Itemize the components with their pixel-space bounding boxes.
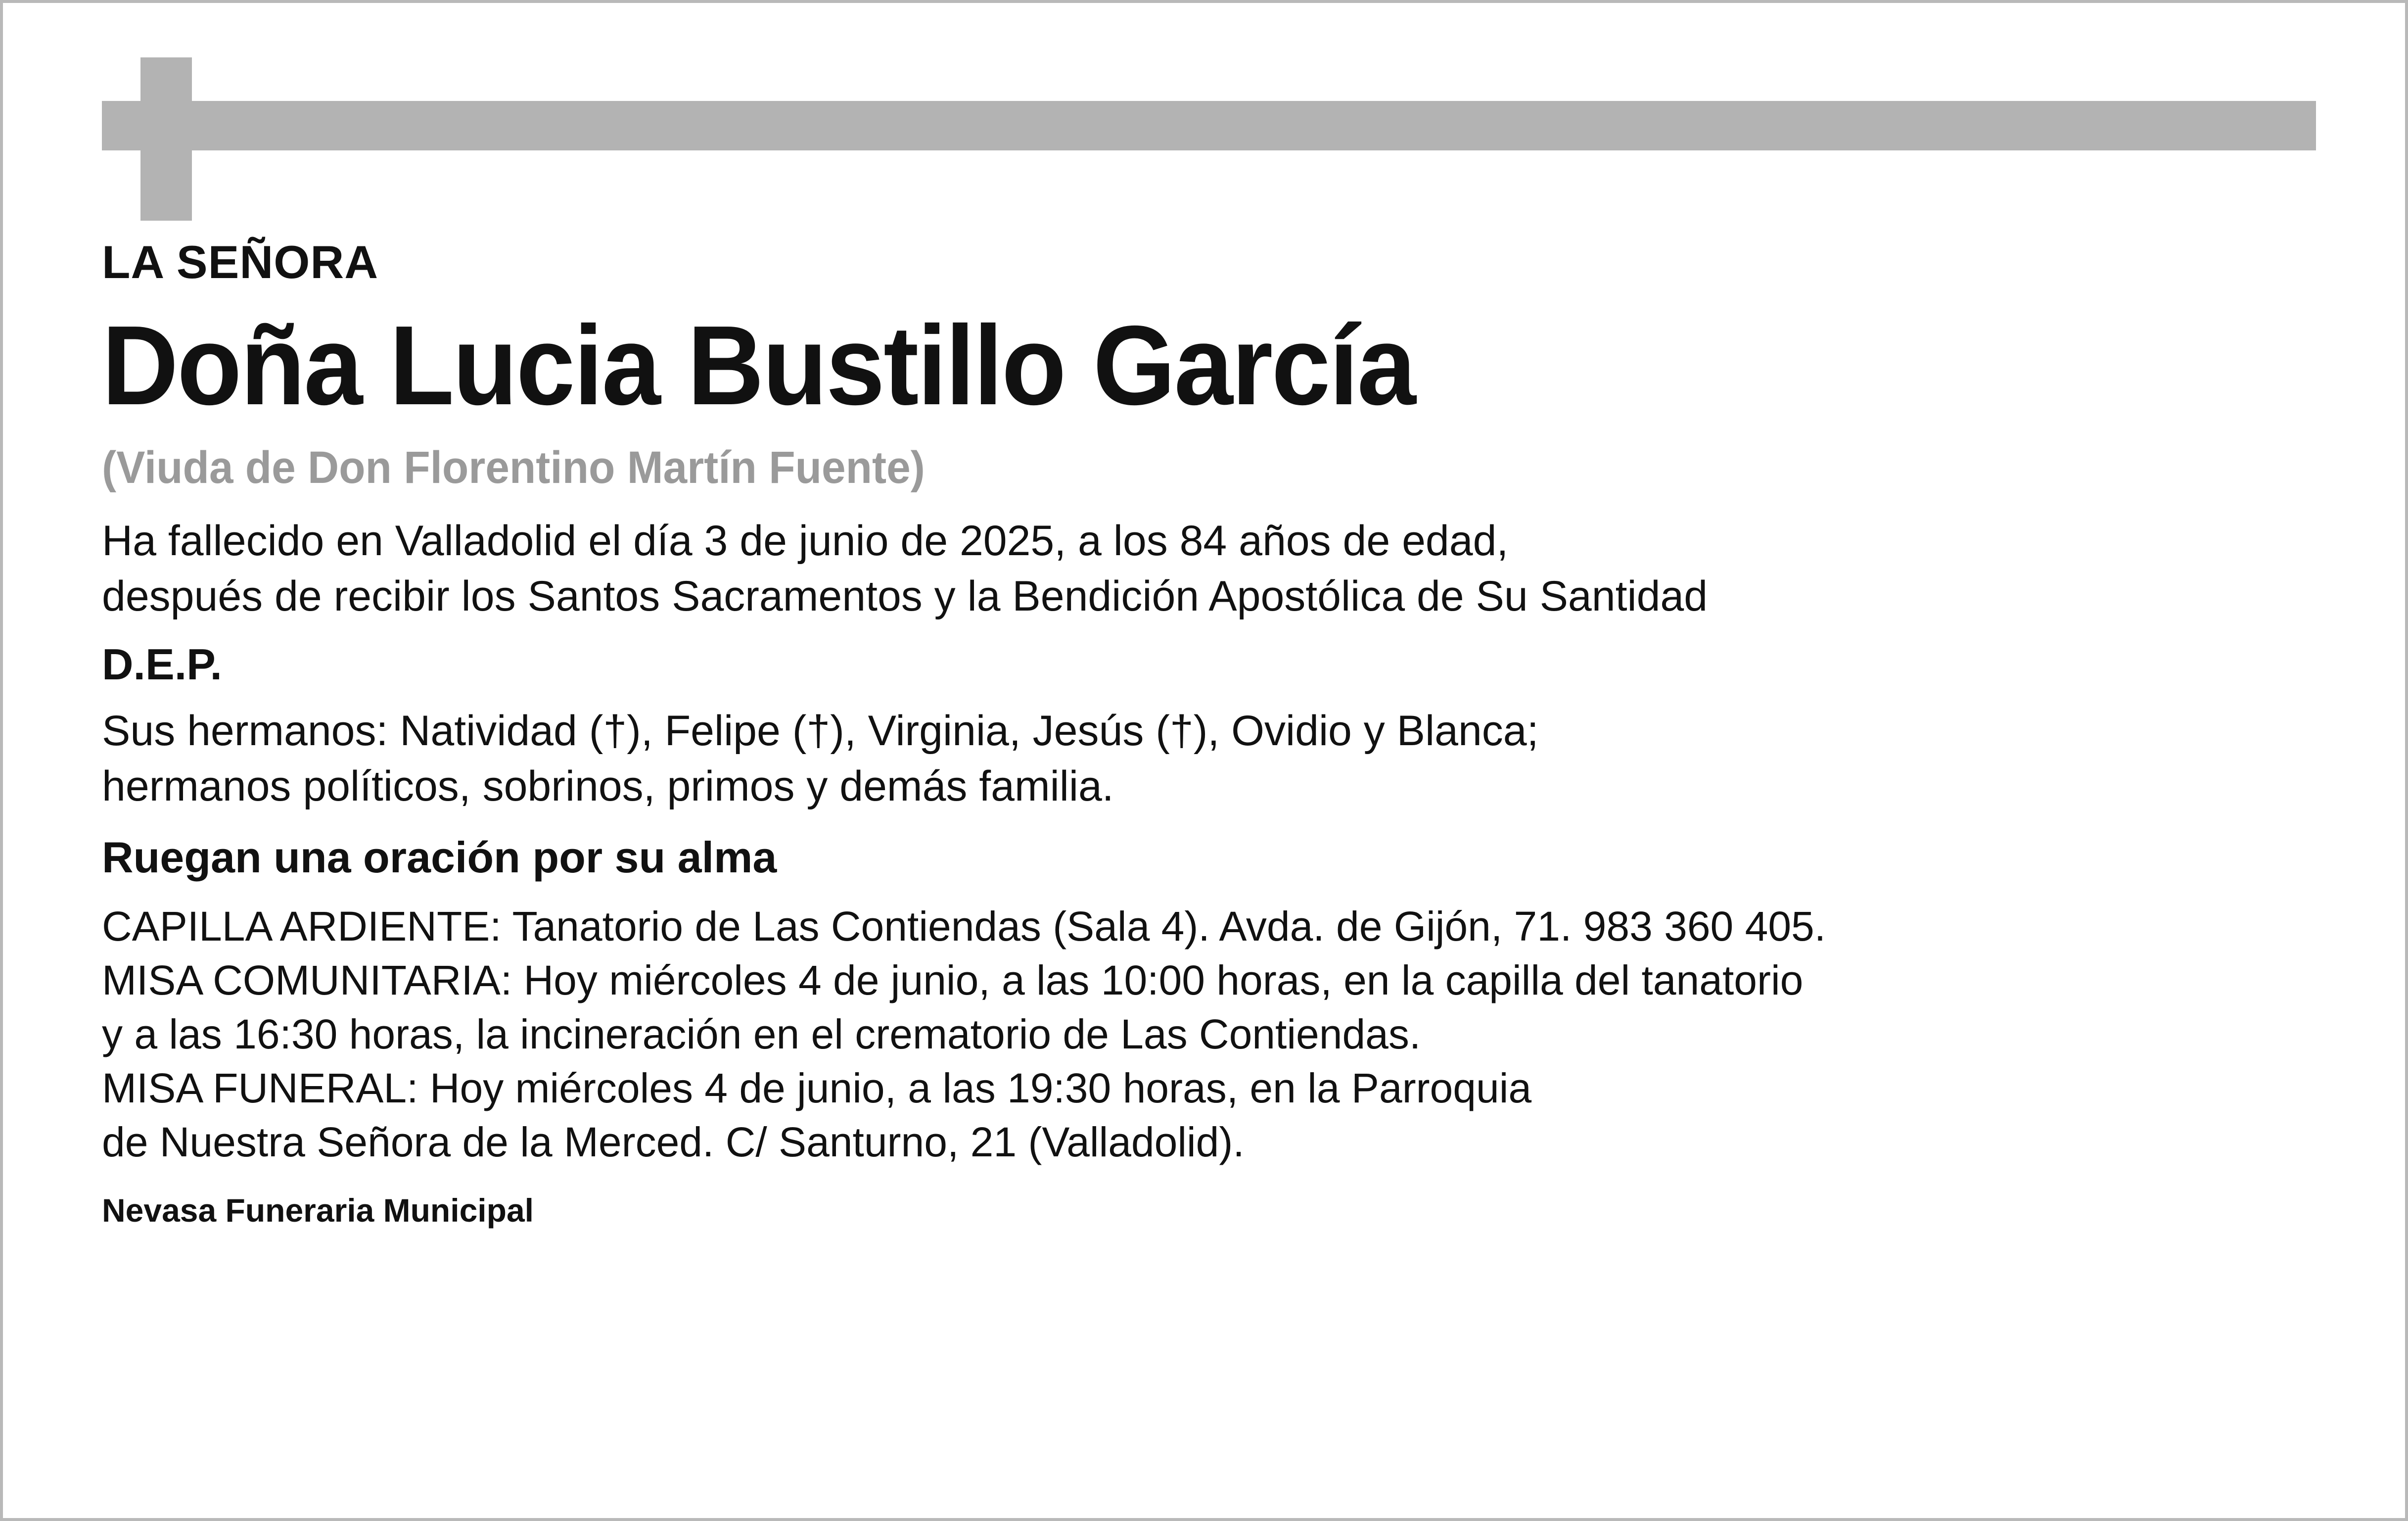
death-line-2: después de recibir los Santos Sacramentos y la Bendición Apostólica de Su Santidad — [102, 572, 1708, 620]
service-details — [102, 900, 2331, 1170]
header-ornament — [102, 57, 2331, 221]
dep-abbreviation: D.E.P. — [102, 639, 222, 689]
family-survivors — [102, 704, 2331, 814]
death-announcement — [102, 514, 2331, 624]
detail-line-parish-address: de Nuestra Señora de la Merced. C/ Santurno, 21 (Valladolid). — [102, 1119, 1245, 1166]
header-divider-rule — [231, 101, 2316, 150]
prayer-request: Ruegan una oración por su alma — [102, 832, 777, 882]
detail-line-funeral-mass: MISA FUNERAL: Hoy miércoles 4 de junio, a las 19:30 horas, en la Parroquia — [102, 1065, 1532, 1112]
deceased-name: Doña Lucia Bustillo García — [102, 303, 1415, 428]
cross-horizontal-bar — [102, 101, 231, 150]
death-line-1: Ha fallecido en Valladolid el día 3 de junio de 2025, a los 84 años de edad, — [102, 517, 1509, 565]
spouse-relation-line: (Viuda de Don Florentino Martín Fuente) — [102, 442, 925, 493]
funeral-home-name: Nevasa Funeraria Municipal — [102, 1191, 534, 1229]
cross-icon — [102, 57, 231, 221]
family-line-2: hermanos políticos, sobrinos, primos y demás familia. — [102, 762, 1114, 810]
honorific-label: LA SEÑORA — [102, 236, 379, 288]
detail-line-community-mass: MISA COMUNITARIA: Hoy miércoles 4 de junio, a las 10:00 horas, en la capilla del tanatorio — [102, 956, 1804, 1003]
detail-line-chapel: CAPILLA ARDIENTE: Tanatorio de Las Contiendas (Sala 4). Avda. de Gijón, 71. 983 360 405. — [102, 903, 1826, 950]
detail-line-cremation: y a las 16:30 horas, la incineración en el crematorio de Las Contiendas. — [102, 1010, 1421, 1057]
obituary-content — [3, 3, 2405, 1229]
family-line-1: Sus hermanos: Natividad (†), Felipe (†), Virginia, Jesús (†), Ovidio y Blanca; — [102, 707, 1539, 755]
